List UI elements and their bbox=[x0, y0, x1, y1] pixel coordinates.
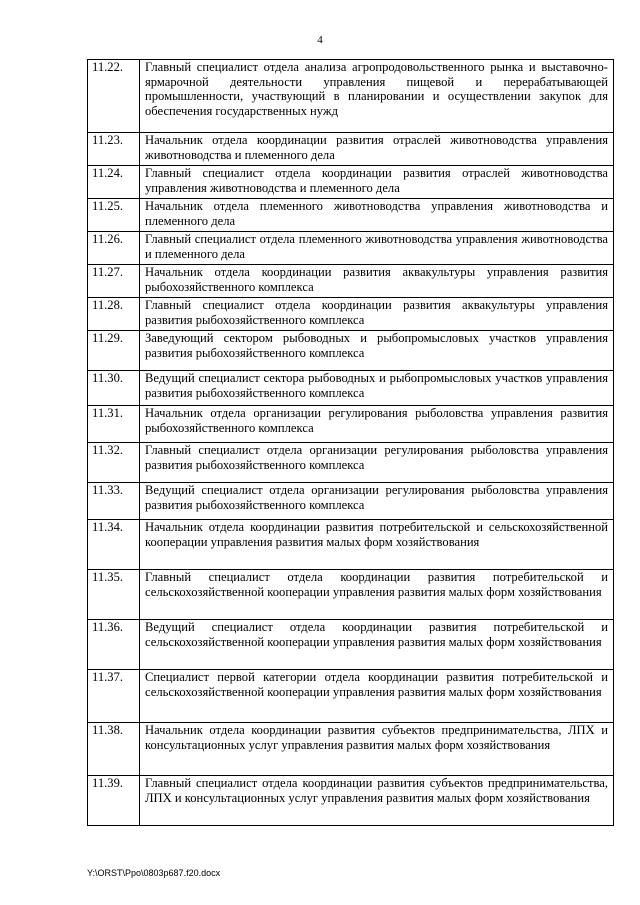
table-row bbox=[88, 232, 614, 265]
row-number: 11.36. bbox=[88, 620, 140, 670]
position-title: Ведущий специалист отдела координации развития потребительской и сельскохозяйственной кооперации управления развития малых форм хозяйствования bbox=[140, 620, 614, 670]
table-row bbox=[88, 723, 614, 776]
table-row bbox=[88, 520, 614, 570]
table-row bbox=[88, 570, 614, 620]
position-title: Главный специалист отдела координации развития потребительской и сельскохозяйственной кооперации управления развития малых форм хозяйствования bbox=[140, 570, 614, 620]
position-title: Начальник отдела координации развития аквакультуры управления развития рыбохозяйственного комплекса bbox=[140, 265, 614, 298]
position-title: Главный специалист отдела племенного животноводства управления животноводства и племенного дела bbox=[140, 232, 614, 265]
table-row bbox=[88, 265, 614, 298]
row-number: 11.28. bbox=[88, 298, 140, 331]
row-number: 11.34. bbox=[88, 520, 140, 570]
position-title: Специалист первой категории отдела координации развития потребительской и сельскохозяйственной кооперации управления развития малых форм хозяйствования bbox=[140, 670, 614, 723]
position-title: Начальник отдела координации развития потребительской и сельскохозяйственной кооперации управления развития малых форм хозяйствования bbox=[140, 520, 614, 570]
table-row bbox=[88, 776, 614, 826]
position-title: Ведущий специалист сектора рыбоводных и рыбопромысловых участков управления развития рыбохозяйственного комплекса bbox=[140, 371, 614, 406]
position-title: Ведущий специалист отдела организации регулирования рыболовства управления развития рыбохозяйственного комплекса bbox=[140, 483, 614, 520]
position-title: Главный специалист отдела координации развития субъектов предпринимательства, ЛПХ и консультационных услуг управления развития малых форм хозяйствования bbox=[140, 776, 614, 826]
row-number: 11.39. bbox=[88, 776, 140, 826]
table-row bbox=[88, 406, 614, 443]
position-title: Главный специалист отдела координации развития аквакультуры управления развития рыбохозяйственного комплекса bbox=[140, 298, 614, 331]
table-row bbox=[88, 483, 614, 520]
position-title: Начальник отдела племенного животноводства управления животноводства и племенного дела bbox=[140, 199, 614, 232]
row-number: 11.22. bbox=[88, 60, 140, 133]
footer-file-path: Y:\ORST\Ppo\0803p687.f20.docx bbox=[87, 868, 221, 878]
row-number: 11.31. bbox=[88, 406, 140, 443]
row-number: 11.33. bbox=[88, 483, 140, 520]
row-number: 11.25. bbox=[88, 199, 140, 232]
row-number: 11.23. bbox=[88, 133, 140, 166]
row-number: 11.30. bbox=[88, 371, 140, 406]
table-row bbox=[88, 166, 614, 199]
position-title: Главный специалист отдела организации регулирования рыболовства управления развития рыбохозяйственного комплекса bbox=[140, 443, 614, 483]
position-title: Главный специалист отдела анализа агропродовольственного рынка и выставочно-ярмарочной деятельности управления пищевой и перерабатывающей промышленности, участвующий в планировании и осуществлении закупок для обеспечения государственных нужд bbox=[140, 60, 614, 133]
position-title: Заведующий сектором рыбоводных и рыбопромысловых участков управления развития рыбохозяйственного комплекса bbox=[140, 331, 614, 371]
row-number: 11.27. bbox=[88, 265, 140, 298]
page-number: 4 bbox=[317, 34, 323, 46]
position-title: Главный специалист отдела координации развития отраслей животноводства управления животноводства и племенного дела bbox=[140, 166, 614, 199]
table-row bbox=[88, 133, 614, 166]
table-row bbox=[88, 670, 614, 723]
row-number: 11.32. bbox=[88, 443, 140, 483]
position-title: Начальник отдела организации регулирования рыболовства управления развития рыбохозяйственного комплекса bbox=[140, 406, 614, 443]
table-row bbox=[88, 371, 614, 406]
row-number: 11.26. bbox=[88, 232, 140, 265]
table-row bbox=[88, 60, 614, 133]
table-row bbox=[88, 443, 614, 483]
position-title: Начальник отдела координации развития субъектов предпринимательства, ЛПХ и консультационных услуг управления развития малых форм хозяйствования bbox=[140, 723, 614, 776]
row-number: 11.38. bbox=[88, 723, 140, 776]
positions-table bbox=[87, 59, 614, 826]
row-number: 11.29. bbox=[88, 331, 140, 371]
position-title: Начальник отдела координации развития отраслей животноводства управления животноводства и племенного дела bbox=[140, 133, 614, 166]
row-number: 11.35. bbox=[88, 570, 140, 620]
positions-table-body bbox=[88, 60, 614, 826]
table-row bbox=[88, 298, 614, 331]
row-number: 11.37. bbox=[88, 670, 140, 723]
row-number: 11.24. bbox=[88, 166, 140, 199]
table-row bbox=[88, 620, 614, 670]
table-row bbox=[88, 331, 614, 371]
table-row bbox=[88, 199, 614, 232]
